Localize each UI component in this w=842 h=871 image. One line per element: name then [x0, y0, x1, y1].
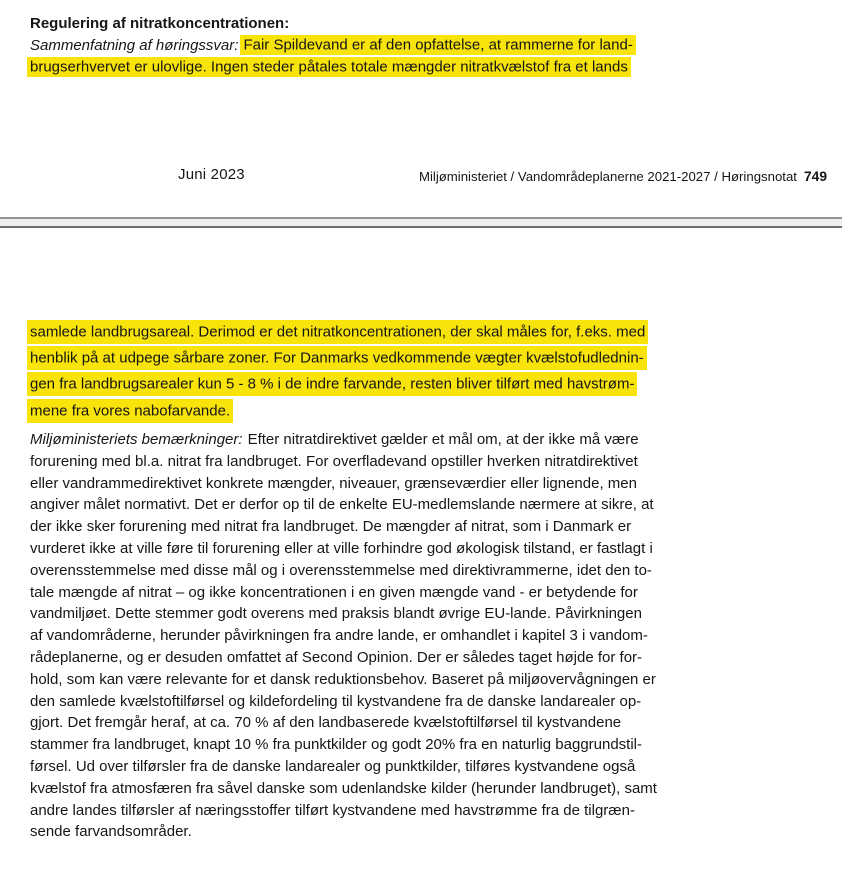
text-line: rådeplanerne, og er desuden omfattet af Second Opinion. Der er således taget højde for for- — [30, 648, 643, 666]
highlighted-text: samlede landbrugsareal. Derimod er det nitratkoncentrationen, der skal måles for, f.eks. med — [27, 320, 648, 344]
text-line — [30, 429, 657, 451]
text-line: forurening med bl.a. nitrat fra landbruget. For overfladevand opstiller hverken nitratdirektivet — [30, 452, 638, 470]
page1-excerpt — [30, 13, 636, 78]
text-line: gjort. Det fremgår heraf, at ca. 70 % af den landbaserede kvælstoftilførsel til kystvandene — [30, 714, 622, 732]
text-line: den samlede kvælstoftilførsel og kildefordeling til kystvandene fra de danske landarealer op- — [30, 692, 642, 710]
remarks-lines — [30, 451, 657, 843]
text-line — [30, 319, 648, 345]
summary-label: Sammenfatning af høringssvar: — [30, 36, 239, 54]
footer-doc-info: Miljøministeriet / Vandområdeplanerne 2021-2027 / Høringsnotat — [418, 169, 797, 184]
text-line: hold, som kan være relevante for et dansk reduktionsbehov. Baseret på miljøovervågningen er — [30, 670, 656, 688]
summary-line-2 — [30, 56, 636, 78]
text-line: sende farvandsområder. — [30, 823, 192, 841]
text-line: eller vandrammedirektivet konkrete mængder, niveauer, grænseværdier eller lignende, men — [30, 474, 637, 492]
highlighted-text: Fair Spildevand er af den opfattelse, at rammerne for land- — [240, 35, 635, 55]
text-line — [30, 398, 648, 424]
text-line: førsel. Ud over tilførsler fra de danske landarealer og punktkilder, tilføres kystvandene også — [30, 757, 636, 775]
text-line: af vandområderne, herunder påvirkningen fra andre lande, er omhandlet i kapitel 3 i vandom- — [30, 627, 648, 645]
text-line: stammer fra landbruget, knapt 10 % fra punktkilder og godt 20% fra en naturlig baggrundstil- — [30, 736, 643, 754]
text-line: vandmiljøet. Dette stemmer godt overens med praksis blandt øvrige EU-lande. Påvirkningen — [30, 605, 642, 623]
text-line: vurderet ikke at ville føre til forurening eller at ville forhindre god økologisk tilstand, er fastlagt i — [30, 539, 653, 557]
footer-date: Juni 2023 — [178, 166, 245, 183]
text-line — [30, 345, 648, 371]
highlighted-paragraph — [30, 319, 648, 425]
text-line — [30, 372, 648, 398]
section-heading: Regulering af nitratkoncentrationen: — [30, 15, 290, 32]
text-line: angiver målet normativt. Det er derfor op til de enkelte EU-medlemslande nærmere at sikre, at — [30, 496, 654, 514]
highlighted-text: gen fra landbrugsarealer kun 5 - 8 % i de indre farvande, resten bliver tilført med havstrøm- — [27, 372, 637, 396]
footer-page-number: 749 — [803, 169, 827, 184]
page-separator — [0, 217, 842, 228]
text-line: andre landes tilførsler af næringsstoffer tilført kystvandene med havstrømme fra de tilgræn- — [30, 801, 635, 819]
highlighted-text: brugserhvervet er ulovlige. Ingen steder påtales totale mængder nitratkvælstof fra et lands — [27, 57, 631, 77]
text-line: overensstemmelse med disse mål og i overensstemmelse med direktivrammerne, idet den to- — [30, 561, 652, 579]
highlighted-text: henblik på at udpege sårbare zoner. For Danmarks vedkommende vægter kvælstofudlednin- — [27, 346, 647, 370]
summary-line-1 — [30, 35, 636, 57]
text-line: der ikke sker forurening med nitrat fra landbruget. De mængder af nitrat, som i Danmark er — [30, 518, 632, 536]
remarks-label: Miljøministeriets bemærkninger: — [30, 431, 243, 448]
text-line: kvælstof fra atmosfæren fra såvel danske som udenlandske kilder (herunder landbruget), samt — [30, 779, 657, 797]
remarks-paragraph — [30, 429, 657, 843]
text-line: tale mængde af nitrat – og ikke koncentrationen i en given mængde vand - er betydende for — [30, 583, 638, 601]
remarks-first-line: Efter nitratdirektivet gælder et mål om, at der ikke må være — [247, 431, 639, 448]
footer-doc-line — [419, 169, 827, 184]
highlighted-text: mene fra vores nabofarvande. — [27, 399, 233, 423]
